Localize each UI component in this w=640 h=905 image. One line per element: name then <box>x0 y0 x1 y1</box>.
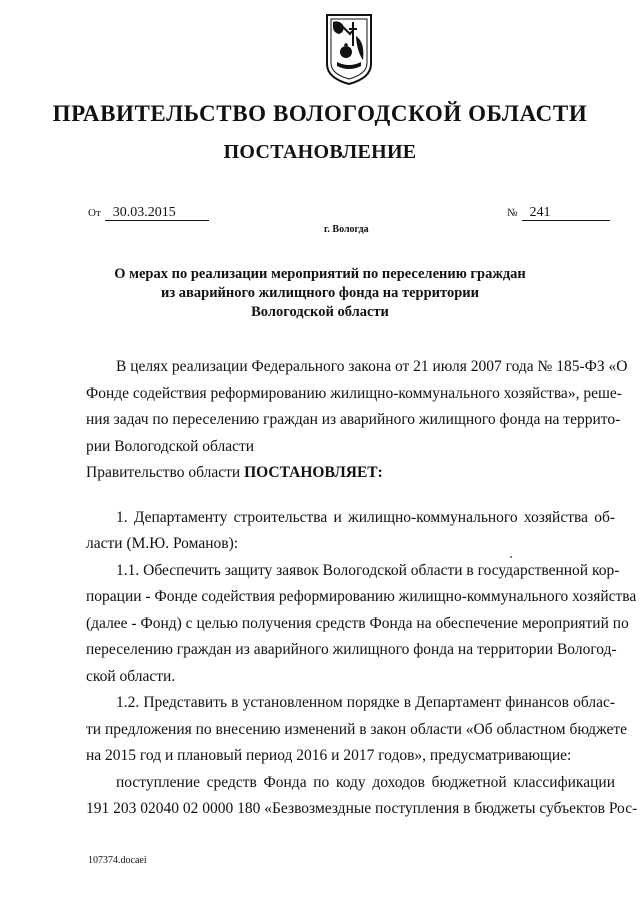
decree-word: ПОСТАНОВЛЯЕТ: <box>244 464 383 481</box>
item-line: порации - Фонде содействия реформированию жилищно-коммунального хозяйства <box>86 588 637 605</box>
decree-item-revenue <box>86 770 638 823</box>
decree-item-1 <box>86 505 615 558</box>
subject-line: из аварийного жилищного фонда на территории <box>161 285 479 301</box>
item-line: переселению граждан из аварийного жилищного фонда на территории Вологод- <box>86 641 617 658</box>
coat-of-arms-emblem <box>323 12 375 86</box>
preamble-line: рии Вологодской области <box>86 437 255 455</box>
item-line: на 2015 год и плановый период 2016 и 2017 годов», предусматривающие: <box>86 747 572 764</box>
item-line: ской области. <box>86 667 176 685</box>
decree-item-1-2 <box>86 690 628 770</box>
date-prefix: От <box>88 207 101 219</box>
number-prefix: № <box>507 207 518 219</box>
decree-date: 30.03.2015 <box>105 205 209 221</box>
file-reference: 107374.docaei <box>88 855 147 866</box>
subject-line: О мерах по реализации мероприятий по переселению граждан <box>114 266 526 282</box>
preamble-line: ния задач по переселению граждан из аварийного жилищного фонда на террито- <box>86 411 621 428</box>
government-title: ПРАВИТЕЛЬСТВО ВОЛОГОДСКОЙ ОБЛАСТИ <box>52 101 588 126</box>
decree-statement-prefix: Правительство области <box>86 464 245 481</box>
item-line: 1.2. Представить в установленном порядке в Департамент финансов облас- <box>116 694 615 711</box>
item-line: 1. Департаменту строительства и жилищно-коммунального хозяйства об- <box>116 508 615 526</box>
decree-number: 241 <box>522 205 610 221</box>
item-line: (далее - Фонд) с целью получения средств Фонда на обеспечение мероприятий по <box>86 614 629 632</box>
preamble-line: Фонде содействия реформированию жилищно-коммунального хозяйства», реше- <box>86 384 622 402</box>
subject-line: Вологодской области <box>251 304 389 320</box>
decree-subject <box>60 265 580 322</box>
city-label: г. Вологда <box>324 224 369 235</box>
item-line: 1.1. Обеспечить защиту заявок Вологодской области в государственной кор- <box>116 561 620 579</box>
item-line: ласти (М.Ю. Романов): <box>86 535 239 552</box>
decree-statement <box>86 460 615 487</box>
scan-speck <box>510 556 512 558</box>
item-line: поступление средств Фонда по коду доходов бюджетной классификации <box>116 773 615 791</box>
item-line: 191 203 02040 02 0000 180 «Безвозмездные поступления в бюджеты субъектов Рос- <box>86 800 638 817</box>
document-type-heading: ПОСТАНОВЛЕНИЕ <box>223 141 417 163</box>
document-body <box>86 354 638 823</box>
decree-number-field <box>507 205 610 221</box>
item-line: ти предложения по внесению изменений в закон области «Об областном бюджете <box>86 720 628 738</box>
decree-item-1-1 <box>86 558 637 691</box>
decree-date-field <box>88 205 209 221</box>
preamble-line: В целях реализации Федерального закона от 21 июля 2007 года № 185-ФЗ «О <box>116 358 628 375</box>
